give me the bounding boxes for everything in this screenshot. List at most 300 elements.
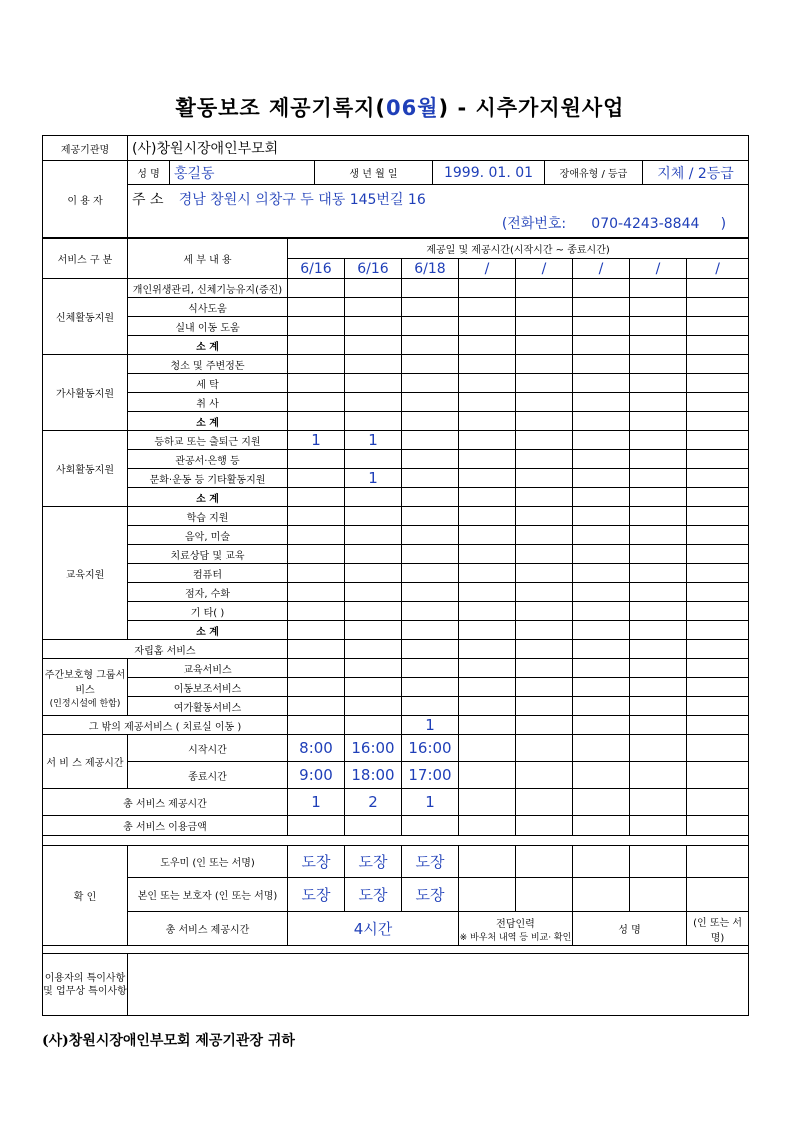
value-cell — [573, 412, 630, 431]
subtotal-label: 소 계 — [128, 412, 288, 431]
value-cell — [459, 697, 516, 716]
sign-label: 성 명 — [573, 912, 687, 946]
detail-label: 기 타( ) — [128, 602, 288, 621]
value-cell — [402, 526, 459, 545]
confirm-total-value: 4시간 — [288, 912, 459, 946]
value-cell — [630, 789, 687, 816]
total-time-label: 총 서비스 제공시간 — [43, 789, 288, 816]
value-cell — [402, 355, 459, 374]
value-cell — [573, 488, 630, 507]
value-cell — [573, 735, 630, 762]
value-cell — [288, 659, 345, 678]
value-cell — [630, 678, 687, 697]
start-time-label: 시작시간 — [128, 735, 288, 762]
value-cell — [402, 816, 459, 836]
name-value: 홍길동 — [170, 161, 315, 185]
detail-label: 취 사 — [128, 393, 288, 412]
value-cell — [687, 621, 749, 640]
value-cell — [459, 279, 516, 298]
value-cell — [459, 846, 516, 878]
value-cell — [345, 393, 402, 412]
remarks-label: 이용자의 특이사항 및 업무상 특이사항 — [43, 954, 128, 1016]
value-cell: 17:00 — [402, 762, 459, 789]
value-cell — [288, 488, 345, 507]
value-cell — [459, 583, 516, 602]
value-cell — [630, 412, 687, 431]
value-cell — [630, 507, 687, 526]
value-cell — [687, 716, 749, 735]
value-cell — [459, 602, 516, 621]
value-cell — [402, 317, 459, 336]
value-cell — [345, 526, 402, 545]
staff-label: 전담인력 — [496, 918, 535, 930]
value-cell — [402, 393, 459, 412]
value-cell — [687, 355, 749, 374]
value-cell — [516, 678, 573, 697]
page-title — [0, 92, 800, 122]
date-header: / — [630, 259, 687, 279]
value-cell — [402, 469, 459, 488]
value-cell — [630, 564, 687, 583]
info-table — [42, 135, 749, 238]
value-cell — [288, 393, 345, 412]
value-cell — [573, 393, 630, 412]
address-label: 주 소 — [132, 192, 164, 208]
value-cell — [630, 336, 687, 355]
value-cell — [687, 846, 749, 878]
service-time-name: 서 비 스 제공시간 — [43, 735, 128, 789]
value-cell — [516, 789, 573, 816]
value-cell — [573, 602, 630, 621]
value-cell — [516, 469, 573, 488]
value-cell — [288, 374, 345, 393]
staff-cell — [459, 912, 573, 946]
value-cell — [573, 816, 630, 836]
value-cell: 도장 — [288, 846, 345, 878]
total-amount-label: 총 서비스 이용금액 — [43, 816, 288, 836]
title-month: 06월 — [386, 96, 439, 120]
value-cell — [630, 878, 687, 912]
value-cell — [345, 355, 402, 374]
dates-caption: 제공일 및 제공시간(시작시간 ~ 종료시간) — [288, 239, 749, 259]
value-cell: 1 — [402, 789, 459, 816]
value-cell — [687, 336, 749, 355]
value-cell — [573, 526, 630, 545]
value-cell — [687, 659, 749, 678]
value-cell — [630, 846, 687, 878]
value-cell — [459, 393, 516, 412]
day-care-note: (인정시설에 한함) — [49, 698, 121, 709]
value-cell — [402, 374, 459, 393]
value-cell — [687, 735, 749, 762]
value-cell — [288, 678, 345, 697]
seal-label: (인 또는 서명) — [687, 912, 749, 946]
value-cell — [459, 716, 516, 735]
value-cell — [687, 450, 749, 469]
value-cell — [402, 545, 459, 564]
detail-label: 개인위생관리, 신체기능유지(증진) — [128, 279, 288, 298]
value-cell — [630, 583, 687, 602]
value-cell — [630, 716, 687, 735]
value-cell — [402, 336, 459, 355]
value-cell — [402, 659, 459, 678]
value-cell — [459, 735, 516, 762]
value-cell — [345, 450, 402, 469]
value-cell — [402, 431, 459, 450]
value-cell — [459, 789, 516, 816]
value-cell — [573, 621, 630, 640]
value-cell — [288, 412, 345, 431]
value-cell — [459, 659, 516, 678]
value-cell — [516, 716, 573, 735]
value-cell — [687, 878, 749, 912]
value-cell: 1 — [345, 431, 402, 450]
value-cell — [345, 336, 402, 355]
value-cell — [459, 412, 516, 431]
detail-label: 음악, 미술 — [128, 526, 288, 545]
value-cell — [288, 450, 345, 469]
value-cell — [687, 393, 749, 412]
value-cell — [459, 507, 516, 526]
value-cell — [402, 298, 459, 317]
value-cell — [459, 336, 516, 355]
value-cell — [573, 336, 630, 355]
date-header: / — [687, 259, 749, 279]
value-cell — [630, 374, 687, 393]
value-cell — [630, 762, 687, 789]
value-cell — [687, 469, 749, 488]
remarks-value — [128, 954, 749, 1016]
value-cell — [345, 317, 402, 336]
value-cell — [573, 564, 630, 583]
value-cell — [573, 545, 630, 564]
value-cell — [687, 762, 749, 789]
confirm-name: 확 인 — [43, 846, 128, 946]
value-cell — [345, 602, 402, 621]
value-cell — [402, 640, 459, 659]
group-name: 신체활동지원 — [43, 279, 128, 355]
value-cell — [402, 564, 459, 583]
value-cell — [573, 846, 630, 878]
value-cell — [402, 279, 459, 298]
value-cell — [402, 583, 459, 602]
value-cell — [345, 298, 402, 317]
detail-header: 세 부 내 용 — [128, 239, 288, 279]
subtotal-label: 소 계 — [128, 621, 288, 640]
value-cell — [573, 507, 630, 526]
detail-label: 세 탁 — [128, 374, 288, 393]
day-care-item: 여가활동서비스 — [128, 697, 288, 716]
value-cell — [288, 526, 345, 545]
value-cell — [459, 469, 516, 488]
detail-label: 학습 지원 — [128, 507, 288, 526]
date-header: 6/16 — [345, 259, 402, 279]
independent-living-label: 자립홈 서비스 — [43, 640, 288, 659]
provider-value: (사)창원시장애인부모회 — [128, 136, 749, 161]
value-cell — [288, 716, 345, 735]
end-time-label: 종료시간 — [128, 762, 288, 789]
value-cell — [459, 621, 516, 640]
birth-value: 1999. 01. 01 — [433, 161, 545, 185]
value-cell — [345, 564, 402, 583]
value-cell — [630, 355, 687, 374]
other-service-label: 그 밖의 제공서비스 ( 치료실 이동 ) — [43, 716, 288, 735]
value-cell — [516, 878, 573, 912]
detail-label: 점자, 수화 — [128, 583, 288, 602]
value-cell — [687, 789, 749, 816]
day-care-item: 교육서비스 — [128, 659, 288, 678]
value-cell: 1 — [402, 716, 459, 735]
value-cell — [687, 526, 749, 545]
value-cell — [516, 488, 573, 507]
value-cell — [687, 697, 749, 716]
value-cell — [459, 678, 516, 697]
value-cell — [630, 735, 687, 762]
detail-label: 문화·운동 등 기타활동지원 — [128, 469, 288, 488]
value-cell — [288, 336, 345, 355]
user-label: 이 용 자 — [43, 161, 128, 238]
detail-label: 실내 이동 도움 — [128, 317, 288, 336]
date-header: / — [573, 259, 630, 279]
value-cell — [345, 659, 402, 678]
value-cell — [687, 488, 749, 507]
value-cell — [573, 789, 630, 816]
birth-label: 생 년 월 일 — [315, 161, 433, 185]
day-care-title: 주간보호형 그룹서비스 — [44, 669, 126, 696]
phone-label: (전화번호: — [501, 216, 567, 232]
address-value: 경남 창원시 의창구 두 대동 145번길 16 — [178, 192, 426, 208]
value-cell — [459, 355, 516, 374]
confirm-total-label: 총 서비스 제공시간 — [128, 912, 288, 946]
value-cell — [402, 621, 459, 640]
value-cell — [573, 317, 630, 336]
value-cell — [516, 659, 573, 678]
value-cell — [573, 716, 630, 735]
value-cell — [630, 431, 687, 450]
value-cell — [516, 317, 573, 336]
value-cell — [459, 374, 516, 393]
spacer — [43, 946, 749, 954]
value-cell — [288, 816, 345, 836]
value-cell — [516, 450, 573, 469]
value-cell — [687, 602, 749, 621]
value-cell — [459, 564, 516, 583]
value-cell — [630, 298, 687, 317]
value-cell — [459, 545, 516, 564]
value-cell — [402, 507, 459, 526]
subtotal-label: 소 계 — [128, 488, 288, 507]
value-cell — [516, 735, 573, 762]
value-cell — [459, 526, 516, 545]
value-cell — [687, 431, 749, 450]
value-cell — [459, 640, 516, 659]
address-cell — [128, 185, 749, 238]
value-cell — [516, 393, 573, 412]
value-cell: 도장 — [345, 846, 402, 878]
value-cell — [630, 697, 687, 716]
value-cell: 1 — [345, 469, 402, 488]
value-cell — [459, 816, 516, 836]
value-cell — [345, 374, 402, 393]
value-cell: 1 — [288, 431, 345, 450]
value-cell — [516, 431, 573, 450]
value-cell — [516, 279, 573, 298]
value-cell — [630, 488, 687, 507]
value-cell — [687, 298, 749, 317]
group-name: 가사활동지원 — [43, 355, 128, 431]
disability-label: 장애유형 / 등급 — [545, 161, 643, 185]
value-cell — [288, 279, 345, 298]
value-cell: 도장 — [402, 846, 459, 878]
value-cell — [630, 602, 687, 621]
value-cell — [516, 846, 573, 878]
day-care-name — [43, 659, 128, 716]
value-cell — [687, 374, 749, 393]
value-cell — [630, 526, 687, 545]
date-header: / — [516, 259, 573, 279]
value-cell — [630, 621, 687, 640]
value-cell — [630, 640, 687, 659]
value-cell — [345, 621, 402, 640]
value-cell — [345, 716, 402, 735]
detail-label: 청소 및 주변정돈 — [128, 355, 288, 374]
value-cell — [345, 412, 402, 431]
value-cell: 도장 — [402, 878, 459, 912]
phone-close: ) — [720, 216, 727, 232]
value-cell — [573, 878, 630, 912]
detail-label: 식사도움 — [128, 298, 288, 317]
value-cell — [459, 450, 516, 469]
name-label: 성 명 — [128, 161, 170, 185]
value-cell — [630, 659, 687, 678]
guardian-label: 본인 또는 보호자 (인 또는 서명) — [128, 878, 288, 912]
staff-note: ※ 바우처 내역 등 비교· 확인 — [459, 932, 572, 943]
value-cell — [516, 640, 573, 659]
phone-value: 070-4243-8844 — [591, 216, 700, 232]
value-cell — [630, 393, 687, 412]
value-cell — [687, 583, 749, 602]
value-cell — [573, 450, 630, 469]
value-cell — [516, 697, 573, 716]
date-header: 6/18 — [402, 259, 459, 279]
value-cell — [687, 545, 749, 564]
value-cell — [288, 564, 345, 583]
spacer — [43, 836, 749, 846]
value-cell — [459, 298, 516, 317]
value-cell — [573, 355, 630, 374]
value-cell: 16:00 — [345, 735, 402, 762]
value-cell — [402, 678, 459, 697]
value-cell — [573, 659, 630, 678]
detail-label: 치료상담 및 교육 — [128, 545, 288, 564]
value-cell — [573, 279, 630, 298]
value-cell — [516, 526, 573, 545]
value-cell: 18:00 — [345, 762, 402, 789]
value-cell — [288, 640, 345, 659]
value-cell — [516, 816, 573, 836]
value-cell — [516, 583, 573, 602]
value-cell — [630, 545, 687, 564]
value-cell: 도장 — [345, 878, 402, 912]
group-name: 교육지원 — [43, 507, 128, 640]
value-cell — [288, 545, 345, 564]
value-cell — [402, 412, 459, 431]
value-cell — [345, 545, 402, 564]
value-cell — [516, 621, 573, 640]
value-cell — [516, 355, 573, 374]
value-cell — [630, 816, 687, 836]
value-cell — [573, 298, 630, 317]
value-cell — [288, 697, 345, 716]
value-cell: 8:00 — [288, 735, 345, 762]
value-cell — [459, 317, 516, 336]
value-cell — [687, 507, 749, 526]
value-cell — [516, 564, 573, 583]
value-cell — [345, 507, 402, 526]
value-cell — [516, 374, 573, 393]
value-cell — [573, 583, 630, 602]
value-cell — [402, 602, 459, 621]
value-cell — [345, 583, 402, 602]
value-cell — [459, 488, 516, 507]
value-cell — [345, 678, 402, 697]
day-care-item: 이동보조서비스 — [128, 678, 288, 697]
value-cell — [630, 279, 687, 298]
value-cell — [288, 602, 345, 621]
value-cell — [687, 640, 749, 659]
value-cell — [516, 602, 573, 621]
value-cell: 도장 — [288, 878, 345, 912]
value-cell — [516, 412, 573, 431]
value-cell — [573, 469, 630, 488]
service-record-table — [42, 238, 749, 1016]
value-cell — [573, 640, 630, 659]
date-header: / — [459, 259, 516, 279]
detail-label: 관공서·은행 등 — [128, 450, 288, 469]
value-cell — [573, 697, 630, 716]
value-cell — [687, 317, 749, 336]
helper-label: 도우미 (인 또는 서명) — [128, 846, 288, 878]
value-cell — [516, 507, 573, 526]
value-cell — [402, 450, 459, 469]
value-cell — [288, 621, 345, 640]
value-cell — [345, 816, 402, 836]
value-cell: 2 — [345, 789, 402, 816]
value-cell — [687, 816, 749, 836]
date-header: 6/16 — [288, 259, 345, 279]
subtotal-label: 소 계 — [128, 336, 288, 355]
value-cell — [345, 488, 402, 507]
value-cell — [345, 640, 402, 659]
value-cell — [288, 298, 345, 317]
value-cell — [687, 279, 749, 298]
value-cell: 9:00 — [288, 762, 345, 789]
title-prefix: 활동보조 제공기록지( — [175, 96, 387, 120]
value-cell — [345, 279, 402, 298]
value-cell — [516, 336, 573, 355]
value-cell — [573, 678, 630, 697]
value-cell — [516, 298, 573, 317]
value-cell — [630, 450, 687, 469]
value-cell — [516, 545, 573, 564]
value-cell — [402, 488, 459, 507]
value-cell — [459, 431, 516, 450]
disability-value: 지체 / 2등급 — [643, 161, 749, 185]
value-cell — [630, 469, 687, 488]
value-cell — [573, 374, 630, 393]
value-cell — [573, 762, 630, 789]
provider-label: 제공기관명 — [43, 136, 128, 161]
